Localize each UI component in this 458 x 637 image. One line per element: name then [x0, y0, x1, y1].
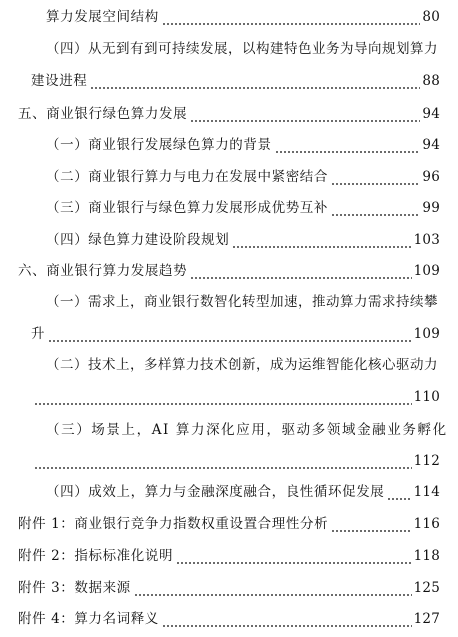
toc-entry-title: （四）从无到有到可持续发展，以构建特色业务为导向规划算力: [46, 41, 438, 57]
toc-entry-title: 附件 1：商业银行竞争力指数权重设置合理性分析: [18, 516, 329, 532]
toc-entry[interactable]: [0, 419, 458, 441]
toc-entry[interactable]: [0, 6, 458, 28]
toc-entry[interactable]: [0, 103, 458, 125]
toc-entry-page: 109: [413, 326, 440, 342]
dot-leader: [162, 610, 412, 628]
toc-entry-title: （三）场景上，AI 算力深化应用，驱动多领域金融业务孵化: [46, 422, 448, 438]
toc-entry-title: 升: [31, 326, 46, 342]
toc-entry-title: 算力发展空间结构: [46, 9, 159, 25]
toc-entry[interactable]: [0, 260, 458, 282]
toc-entry-title: 五、商业银行绿色算力发展: [18, 106, 188, 122]
toc-entry-page: 88: [422, 73, 440, 89]
toc-entry[interactable]: [0, 291, 458, 313]
dot-leader: [387, 483, 411, 501]
toc-entry-page: 118: [413, 548, 440, 564]
toc-entry[interactable]: [0, 166, 458, 188]
dot-leader: [331, 199, 420, 217]
toc-entry[interactable]: [0, 545, 458, 567]
toc-entry[interactable]: [0, 354, 458, 376]
dot-leader: [34, 388, 412, 406]
toc-entry-page: 127: [413, 611, 440, 627]
toc-entry-page: 94: [422, 137, 440, 153]
toc-entry-title: 附件 3：数据来源: [18, 580, 131, 596]
toc-entry-title: （一）商业银行发展绿色算力的背景: [46, 137, 272, 153]
toc-entry-page: 99: [422, 200, 440, 216]
toc-entry[interactable]: [0, 577, 458, 599]
toc-entry-title: 附件 4：算力名词释义: [18, 611, 159, 627]
toc-entry-page: 112: [413, 453, 440, 469]
toc-entry[interactable]: [0, 608, 458, 630]
toc-entry-page: 125: [413, 580, 440, 596]
toc-entry-page: 96: [422, 169, 440, 185]
toc-entry-title: （二）商业银行算力与电力在发展中紧密结合: [46, 169, 328, 185]
toc-entry-page: 94: [422, 106, 440, 122]
toc-entry[interactable]: [0, 38, 458, 60]
toc-entry[interactable]: [0, 386, 458, 408]
toc-entry[interactable]: [0, 481, 458, 503]
toc-entry-page: 109: [413, 263, 440, 279]
dot-leader: [190, 262, 411, 280]
dot-leader: [48, 325, 412, 343]
toc-entry-page: 110: [413, 389, 440, 405]
toc-entry-title: 六、商业银行算力发展趋势: [18, 263, 188, 279]
dot-leader: [90, 72, 420, 90]
dot-leader: [331, 168, 420, 186]
toc-entry-page: 80: [422, 9, 440, 25]
dot-leader: [162, 8, 421, 26]
toc-entry-title: （四）成效上，算力与金融深度融合，良性循环促发展: [46, 484, 385, 500]
dot-leader: [275, 136, 421, 154]
dot-leader: [190, 105, 420, 123]
dot-leader: [331, 515, 411, 533]
toc-entry-title: （二）技术上，多样算力技术创新，成为运维智能化核心驱动力: [46, 357, 438, 373]
toc-entry[interactable]: [0, 134, 458, 156]
toc-entry[interactable]: [0, 450, 458, 472]
toc-entry-page: 103: [413, 232, 440, 248]
toc-entry-page: 116: [413, 516, 440, 532]
dot-leader: [176, 547, 412, 565]
toc-entry[interactable]: [0, 229, 458, 251]
toc-entry-title: （四）绿色算力建设阶段规划: [46, 232, 230, 248]
toc-entry-title: （三）商业银行与绿色算力发展形成优势互补: [46, 200, 328, 216]
dot-leader: [134, 579, 412, 597]
toc-entry[interactable]: [0, 323, 458, 345]
dot-leader: [232, 231, 411, 249]
toc-entry-title: （一）需求上，商业银行数智化转型加速，推动算力需求持续攀: [46, 294, 438, 310]
toc-entry-title: 建设进程: [31, 73, 88, 89]
toc-entry[interactable]: [0, 513, 458, 535]
dot-leader: [34, 452, 412, 470]
toc-entry[interactable]: [0, 70, 458, 92]
toc-entry-title: 附件 2：指标标准化说明: [18, 548, 174, 564]
toc-entry-page: 114: [413, 484, 440, 500]
toc-entry[interactable]: [0, 197, 458, 219]
